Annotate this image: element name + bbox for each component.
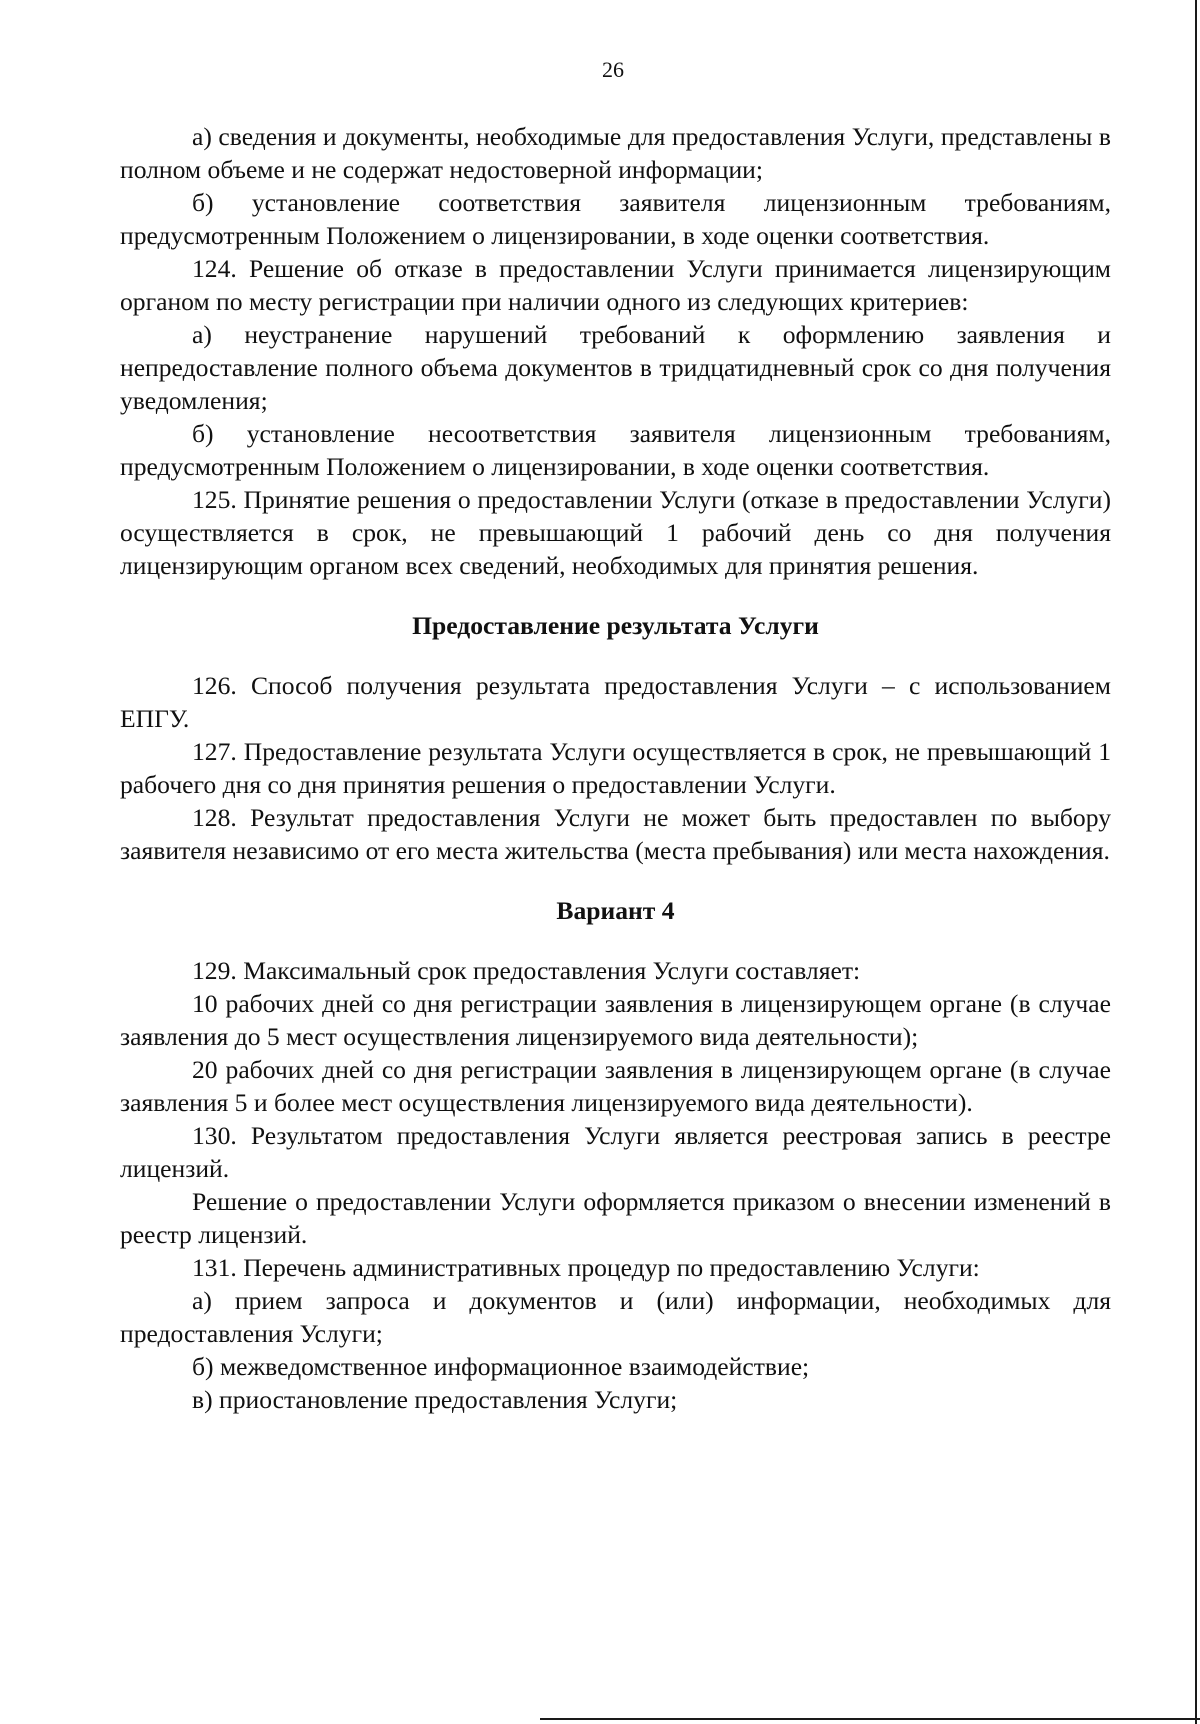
scan-edge-bottom (540, 1718, 1200, 1720)
paragraph-131b: б) межведомственное информационное взаимодействие; (192, 1352, 810, 1381)
paragraph-131a: а) прием запроса и документов и (или) информации, необходимых для предоставления Услуги; (120, 1286, 1111, 1348)
paragraph-129-10-days: 10 рабочих дней со дня регистрации заявления в лицензирующем органе (в случае заявления до 5 мест осуществления лицензируемого вида деятельности); (120, 989, 1111, 1051)
paragraph-131: 131. Перечень административных процедур по предоставлению Услуги: (192, 1253, 980, 1282)
paragraph-129-20-days: 20 рабочих дней со дня регистрации заявления в лицензирующем органе (в случае заявления 5 и более мест осуществления лицензируемого вида деятельности). (120, 1055, 1111, 1117)
paragraph-126: 126. Способ получения результата предоставления Услуги – с использованием ЕПГУ. (120, 671, 1111, 733)
paragraph-124: 124. Решение об отказе в предоставлении Услуги принимается лицензирующим органом по месту регистрации при наличии одного из следующих критериев: (120, 254, 1111, 316)
page-number: 26 (602, 57, 624, 82)
scan-edge-right (1195, 0, 1197, 1724)
paragraph-131v: в) приостановление предоставления Услуги; (192, 1385, 678, 1414)
paragraph-123a: а) сведения и документы, необходимые для предоставления Услуги, представлены в полном объеме и не содержат недостоверной информации; (120, 122, 1111, 184)
paragraph-128: 128. Результат предоставления Услуги не может быть предоставлен по выбору заявителя независимо от его места жительства (места пребывания) или места нахождения. (120, 803, 1111, 865)
paragraph-123b: б) установление соответствия заявителя лицензионным требованиям, предусмотренным Положением о лицензировании, в ходе оценки соответствия. (120, 188, 1111, 250)
section-heading-result: Предоставление результата Услуги (412, 611, 819, 640)
paragraph-124a: а) неустранение нарушений требований к оформлению заявления и непредоставление полного объема документов в тридцатидневный срок со дня получения уведомления; (120, 320, 1111, 415)
paragraph-130-decision: Решение о предоставлении Услуги оформляется приказом о внесении изменений в реестр лицензий. (120, 1187, 1111, 1249)
section-heading-variant-4: Вариант 4 (556, 896, 675, 925)
document-body (120, 120, 1111, 1416)
paragraph-125: 125. Принятие решения о предоставлении Услуги (отказе в предоставлении Услуги) осуществляется в срок, не превышающий 1 рабочий день со дня получения лицензирующим органом всех сведений, необходимых для принятия решения. (120, 485, 1111, 580)
paragraph-124b: б) установление несоответствия заявителя лицензионным требованиям, предусмотренным Положением о лицензировании, в ходе оценки соответствия. (120, 419, 1111, 481)
paragraph-127: 127. Предоставление результата Услуги осуществляется в срок, не превышающий 1 рабочего дня со дня принятия решения о предоставлении Услуги. (120, 737, 1111, 799)
paragraph-130: 130. Результатом предоставления Услуги является реестровая запись в реестре лицензий. (120, 1121, 1111, 1183)
paragraph-129: 129. Максимальный срок предоставления Услуги составляет: (192, 956, 861, 985)
